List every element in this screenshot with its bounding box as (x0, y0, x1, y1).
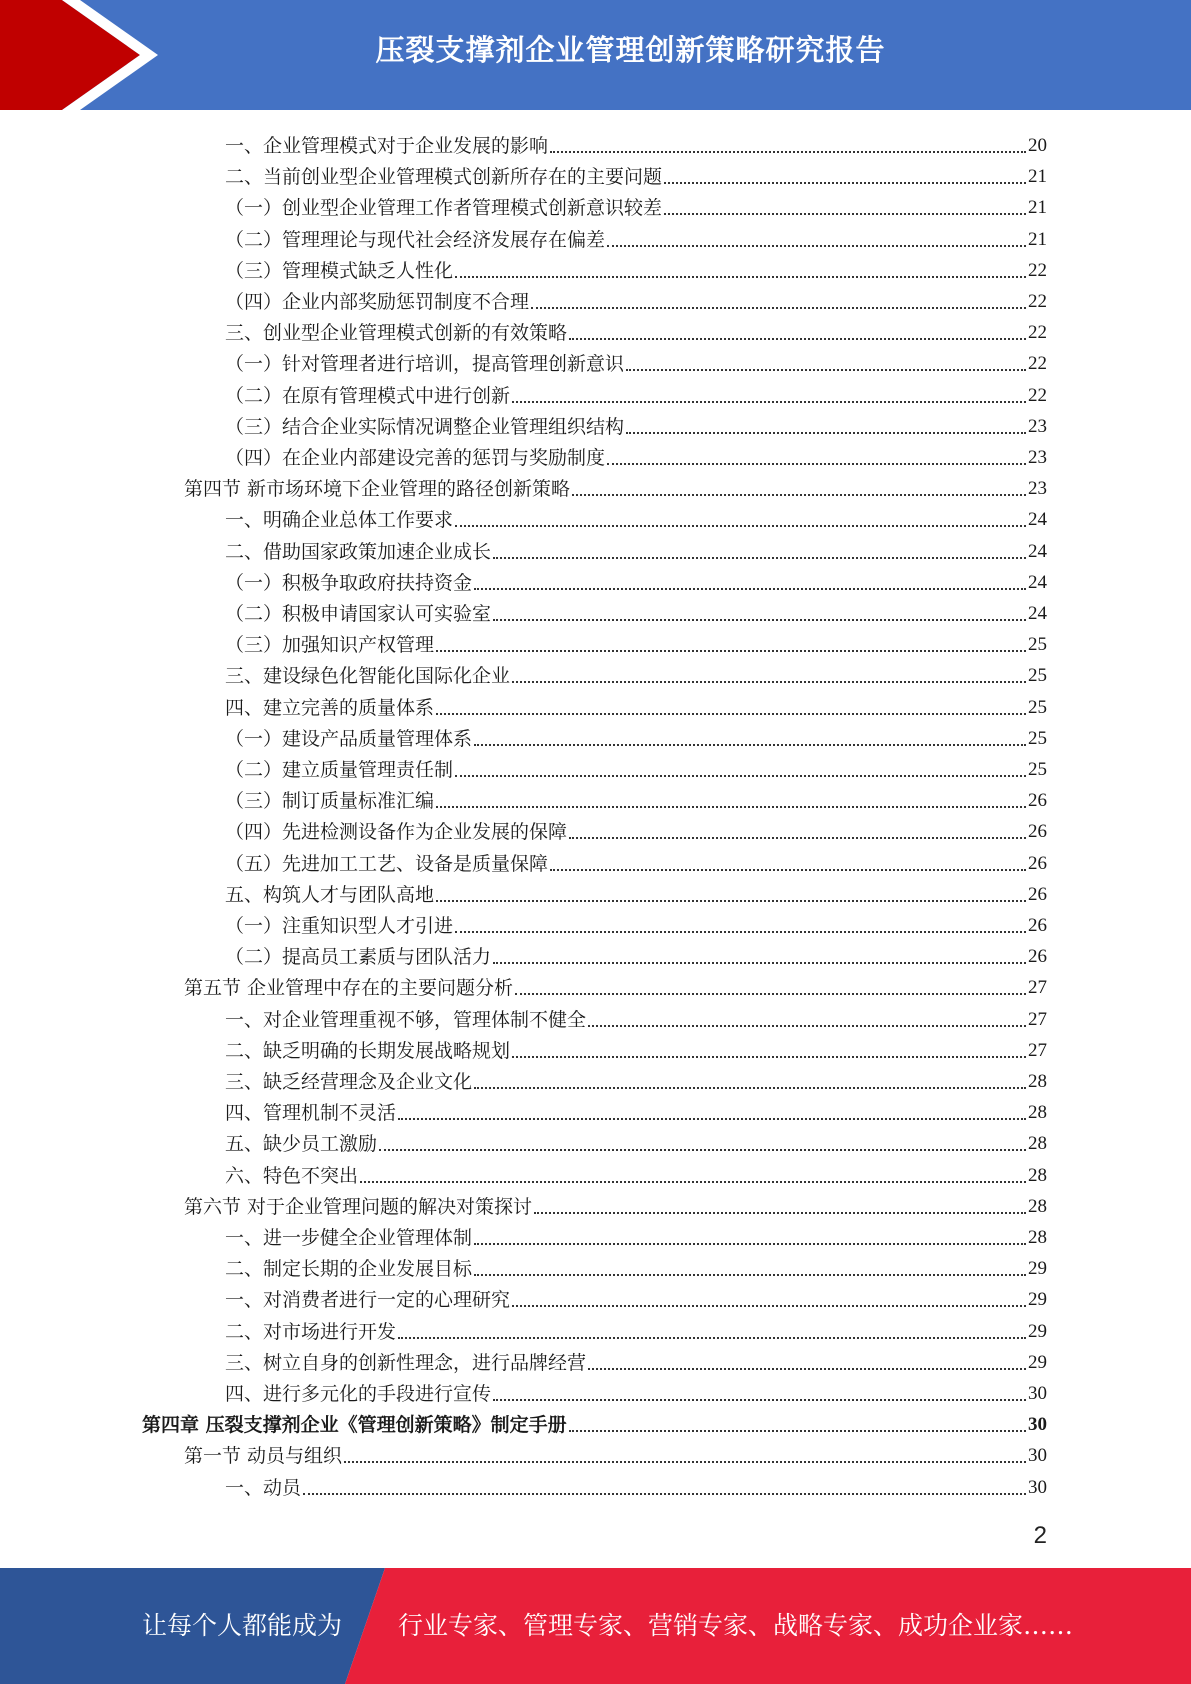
toc-entry-title: 第五节 企业管理中存在的主要问题分析 (184, 977, 514, 1000)
toc-entry-title: （四）企业内部奖励惩罚制度不合理 (225, 291, 530, 313)
toc-entry-page: 29 (1028, 1258, 1047, 1280)
toc-dot-leader (607, 245, 1026, 247)
toc-dot-leader (588, 1368, 1026, 1370)
page-number: 2 (1033, 1522, 1047, 1549)
toc-dot-leader (360, 1181, 1026, 1183)
page-header (0, 0, 1191, 110)
toc-entry-title: （二）在原有管理模式中进行创新 (225, 384, 511, 407)
toc-entry[interactable] (225, 1469, 1047, 1499)
toc-dot-leader (455, 525, 1026, 527)
toc-entry-page: 22 (1028, 259, 1047, 281)
toc-entry-page: 25 (1028, 727, 1047, 749)
toc-entry[interactable] (225, 907, 1047, 937)
toc-entry-page: 27 (1028, 977, 1047, 999)
toc-entry-page: 23 (1028, 478, 1047, 500)
toc-entry-title: 二、当前创业型企业管理模式创新所存在的主要问题 (225, 166, 663, 189)
toc-entry[interactable] (225, 1032, 1047, 1062)
toc-entry[interactable] (225, 720, 1047, 750)
toc-entry[interactable] (142, 1406, 1047, 1436)
toc-entry-title: 四、建立完善的质量体系 (225, 696, 435, 719)
toc-entry-page: 24 (1028, 509, 1047, 531)
toc-entry[interactable] (225, 314, 1047, 344)
toc-entry-title: （二）提高员工素质与团队活力 (225, 946, 492, 969)
toc-entry-title: （一）创业型企业管理工作者管理模式创新意识较差 (225, 197, 663, 220)
toc-entry-page: 28 (1028, 1164, 1047, 1186)
toc-entry-page: 30 (1028, 1414, 1047, 1436)
toc-entry[interactable] (225, 938, 1047, 968)
toc-entry[interactable] (225, 1219, 1047, 1249)
toc-entry-page: 28 (1028, 1195, 1047, 1217)
toc-entry-title: 二、借助国家政策加速企业成长 (225, 540, 492, 563)
toc-entry[interactable] (225, 1375, 1047, 1405)
toc-entry-page: 24 (1028, 603, 1047, 624)
toc-entry-page: 27 (1028, 1039, 1047, 1061)
toc-entry-page: 28 (1028, 1133, 1047, 1155)
toc-entry-title: 一、进一步健全企业管理体制 (225, 1227, 473, 1249)
toc-dot-leader (512, 1056, 1026, 1058)
toc-entry[interactable] (184, 1188, 1047, 1218)
toc-entry-page: 21 (1028, 197, 1047, 219)
toc-entry[interactable] (225, 1063, 1047, 1093)
toc-dot-leader (493, 557, 1026, 559)
toc-entry[interactable] (225, 1281, 1047, 1311)
toc-dot-leader (493, 619, 1026, 621)
toc-entry-title: 五、缺少员工激励 (225, 1133, 378, 1156)
toc-entry[interactable] (225, 283, 1047, 313)
toc-dot-leader (531, 307, 1026, 309)
toc-entry-page: 23 (1028, 415, 1047, 437)
toc-entry[interactable] (225, 408, 1047, 438)
toc-entry-page: 26 (1028, 883, 1047, 905)
toc-entry-title: （一）积极争取政府扶持资金 (225, 571, 473, 594)
toc-dot-leader (398, 1337, 1026, 1339)
toc-dot-leader (588, 1025, 1026, 1027)
toc-entry-title: 六、特色不突出 (225, 1164, 359, 1187)
toc-entry-title: （三）制订质量标准汇编 (225, 790, 435, 813)
toc-entry[interactable] (225, 657, 1047, 687)
toc-entry[interactable] (225, 345, 1047, 375)
toc-entry-page: 25 (1028, 759, 1047, 780)
toc-dot-leader (398, 1118, 1026, 1120)
toc-dot-leader (569, 338, 1026, 340)
toc-entry-page: 29 (1028, 1351, 1047, 1373)
footer-slogan-right: 行业专家、管理专家、营销专家、战略专家、成功企业家…… (398, 1611, 1074, 1640)
toc-entry[interactable] (225, 1344, 1047, 1374)
toc-entry-page: 22 (1028, 291, 1047, 312)
toc-entry[interactable] (225, 689, 1047, 719)
page-footer (0, 1568, 1191, 1684)
toc-entry-page: 28 (1028, 1227, 1047, 1248)
toc-entry-title: 二、对市场进行开发 (225, 1320, 397, 1343)
toc-entry-title: 一、明确企业总体工作要求 (225, 509, 454, 532)
toc-entry-page: 22 (1028, 353, 1047, 375)
toc-entry-page: 23 (1028, 447, 1047, 468)
toc-dot-leader (550, 869, 1026, 871)
toc-entry-page: 21 (1028, 166, 1047, 188)
toc-dot-leader (572, 494, 1026, 496)
toc-entry-title: （二）积极申请国家认可实验室 (225, 603, 492, 625)
toc-entry-title: 第一节 动员与组织 (184, 1445, 343, 1468)
toc-dot-leader (474, 588, 1026, 590)
toc-dot-leader (474, 1087, 1026, 1089)
toc-entry-page: 27 (1028, 1008, 1047, 1030)
toc-entry-page: 25 (1028, 696, 1047, 718)
toc-dot-leader (493, 962, 1026, 964)
toc-entry-title: （五）先进加工工艺、设备是质量保障 (225, 852, 549, 875)
toc-entry-title: （二）管理理论与现代社会经济发展存在偏差 (225, 228, 606, 251)
toc-entry-title: 三、树立自身的创新性理念，进行品牌经营 (225, 1351, 587, 1374)
toc-entry-title: 三、创业型企业管理模式创新的有效策略 (225, 322, 568, 345)
toc-entry[interactable] (225, 1094, 1047, 1124)
toc-entry-title: 三、缺乏经营理念及企业文化 (225, 1071, 473, 1093)
toc-entry-title: 五、构筑人才与团队高地 (225, 883, 435, 906)
toc-entry-page: 26 (1028, 790, 1047, 812)
toc-entry-title: （二）建立质量管理责任制 (225, 759, 454, 781)
toc-entry-title: （四）在企业内部建设完善的惩罚与奖励制度 (225, 447, 606, 469)
toc-dot-leader (455, 276, 1026, 278)
toc-entry[interactable] (225, 1157, 1047, 1187)
toc-entry-page: 30 (1028, 1445, 1047, 1467)
toc-entry[interactable] (184, 470, 1047, 500)
toc-dot-leader (626, 369, 1026, 371)
toc-dot-leader (515, 993, 1026, 995)
toc-dot-leader (344, 1461, 1026, 1463)
toc-entry-title: 二、缺乏明确的长期发展战略规划 (225, 1039, 511, 1062)
toc-entry-title: （四）先进检测设备作为企业发展的保障 (225, 821, 568, 844)
toc-entry-page: 30 (1028, 1383, 1047, 1404)
toc-dot-leader (607, 463, 1026, 465)
toc-entry-page: 29 (1028, 1320, 1047, 1342)
toc-entry[interactable] (225, 564, 1047, 594)
toc-entry-page: 26 (1028, 852, 1047, 874)
toc-entry[interactable] (225, 533, 1047, 563)
toc-dot-leader (493, 1399, 1026, 1401)
toc-entry-title: （三）加强知识产权管理 (225, 634, 435, 657)
toc-entry[interactable] (184, 969, 1047, 999)
toc-entry-page: 24 (1028, 540, 1047, 562)
toc-entry-page: 25 (1028, 665, 1047, 687)
toc-entry[interactable] (225, 845, 1047, 875)
toc-entry-title: 四、管理机制不灵活 (225, 1102, 397, 1125)
toc-dot-leader (512, 1305, 1026, 1307)
toc-entry-title: （三）结合企业实际情况调整企业管理组织结构 (225, 415, 625, 438)
toc-entry[interactable] (225, 782, 1047, 812)
toc-entry-page: 21 (1028, 228, 1047, 250)
toc-entry[interactable] (225, 127, 1047, 157)
toc-dot-leader (569, 1430, 1026, 1432)
toc-dot-leader (436, 806, 1026, 808)
toc-dot-leader (626, 432, 1026, 434)
toc-dot-leader (436, 900, 1026, 902)
toc-entry[interactable] (225, 158, 1047, 188)
toc-entry-title: （一）注重知识型人才引进 (225, 915, 454, 937)
toc-entry[interactable] (225, 439, 1047, 469)
toc-entry-title: 一、对企业管理重视不够，管理体制不健全 (225, 1008, 587, 1031)
toc-dot-leader (664, 182, 1026, 184)
toc-entry-page: 22 (1028, 322, 1047, 344)
toc-dot-leader (550, 151, 1026, 153)
toc-dot-leader (436, 713, 1026, 715)
toc-entry-page: 29 (1028, 1289, 1047, 1311)
footer-slogan-left: 让每个人都能成为 (142, 1611, 343, 1640)
toc-entry[interactable] (225, 626, 1047, 656)
toc-entry-title: 四、进行多元化的手段进行宣传 (225, 1383, 492, 1405)
toc-entry[interactable] (225, 1001, 1047, 1031)
toc-entry-title: 三、建设绿色化智能化国际化企业 (225, 665, 511, 688)
toc-entry-page: 26 (1028, 946, 1047, 968)
toc-entry[interactable] (184, 1437, 1047, 1467)
toc-dot-leader (474, 744, 1026, 746)
toc-entry-title: （三）管理模式缺乏人性化 (225, 259, 454, 282)
toc-entry[interactable] (225, 813, 1047, 843)
toc-entry-title: 一、对消费者进行一定的心理研究 (225, 1289, 511, 1312)
toc-entry-page: 28 (1028, 1102, 1047, 1124)
toc-entry-title: 一、企业管理模式对于企业发展的影响 (225, 135, 549, 157)
toc-entry-title: 二、制定长期的企业发展目标 (225, 1258, 473, 1281)
toc-entry-title: 一、动员 (225, 1476, 302, 1499)
toc-entry[interactable] (225, 189, 1047, 219)
toc-dot-leader (436, 650, 1026, 652)
toc-dot-leader (512, 401, 1026, 403)
toc-entry-page: 26 (1028, 915, 1047, 936)
toc-entry-page: 25 (1028, 634, 1047, 656)
toc-dot-leader (455, 931, 1026, 933)
toc-entry-title: （一）建设产品质量管理体系 (225, 727, 473, 750)
toc-entry-page: 28 (1028, 1071, 1047, 1092)
toc-entry-page: 20 (1028, 135, 1047, 156)
toc-dot-leader (534, 1212, 1026, 1214)
toc-dot-leader (455, 775, 1026, 777)
toc-entry[interactable] (225, 252, 1047, 282)
toc-entry[interactable] (225, 1313, 1047, 1343)
toc-entry[interactable] (225, 377, 1047, 407)
toc-entry-page: 22 (1028, 384, 1047, 406)
report-title: 压裂支撑剂企业管理创新策略研究报告 (375, 33, 886, 67)
toc-entry[interactable] (225, 1125, 1047, 1155)
toc-entry[interactable] (225, 876, 1047, 906)
toc-dot-leader (379, 1149, 1026, 1151)
toc-entry[interactable] (225, 751, 1047, 781)
toc-dot-leader (512, 681, 1026, 683)
toc-entry[interactable] (225, 1250, 1047, 1280)
toc-entry-title: （一）针对管理者进行培训，提高管理创新意识 (225, 353, 625, 376)
toc-entry[interactable] (225, 595, 1047, 625)
toc-entry-title: 第六节 对于企业管理问题的解决对策探讨 (184, 1195, 533, 1218)
toc-entry-title: 第四节 新市场环境下企业管理的路径创新策略 (184, 478, 571, 501)
toc-entry-page: 24 (1028, 571, 1047, 593)
toc-entry[interactable] (225, 501, 1047, 531)
toc-entry-title: 第四章 压裂支撑剂企业《管理创新策略》制定手册 (142, 1414, 567, 1437)
toc-entry-page: 26 (1028, 821, 1047, 843)
toc-dot-leader (474, 1243, 1026, 1245)
toc-dot-leader (664, 213, 1026, 215)
toc-entry-page: 30 (1028, 1476, 1047, 1498)
toc-entry[interactable] (225, 221, 1047, 251)
toc-dot-leader (474, 1274, 1026, 1276)
toc-dot-leader (303, 1493, 1026, 1495)
toc-dot-leader (569, 837, 1026, 839)
